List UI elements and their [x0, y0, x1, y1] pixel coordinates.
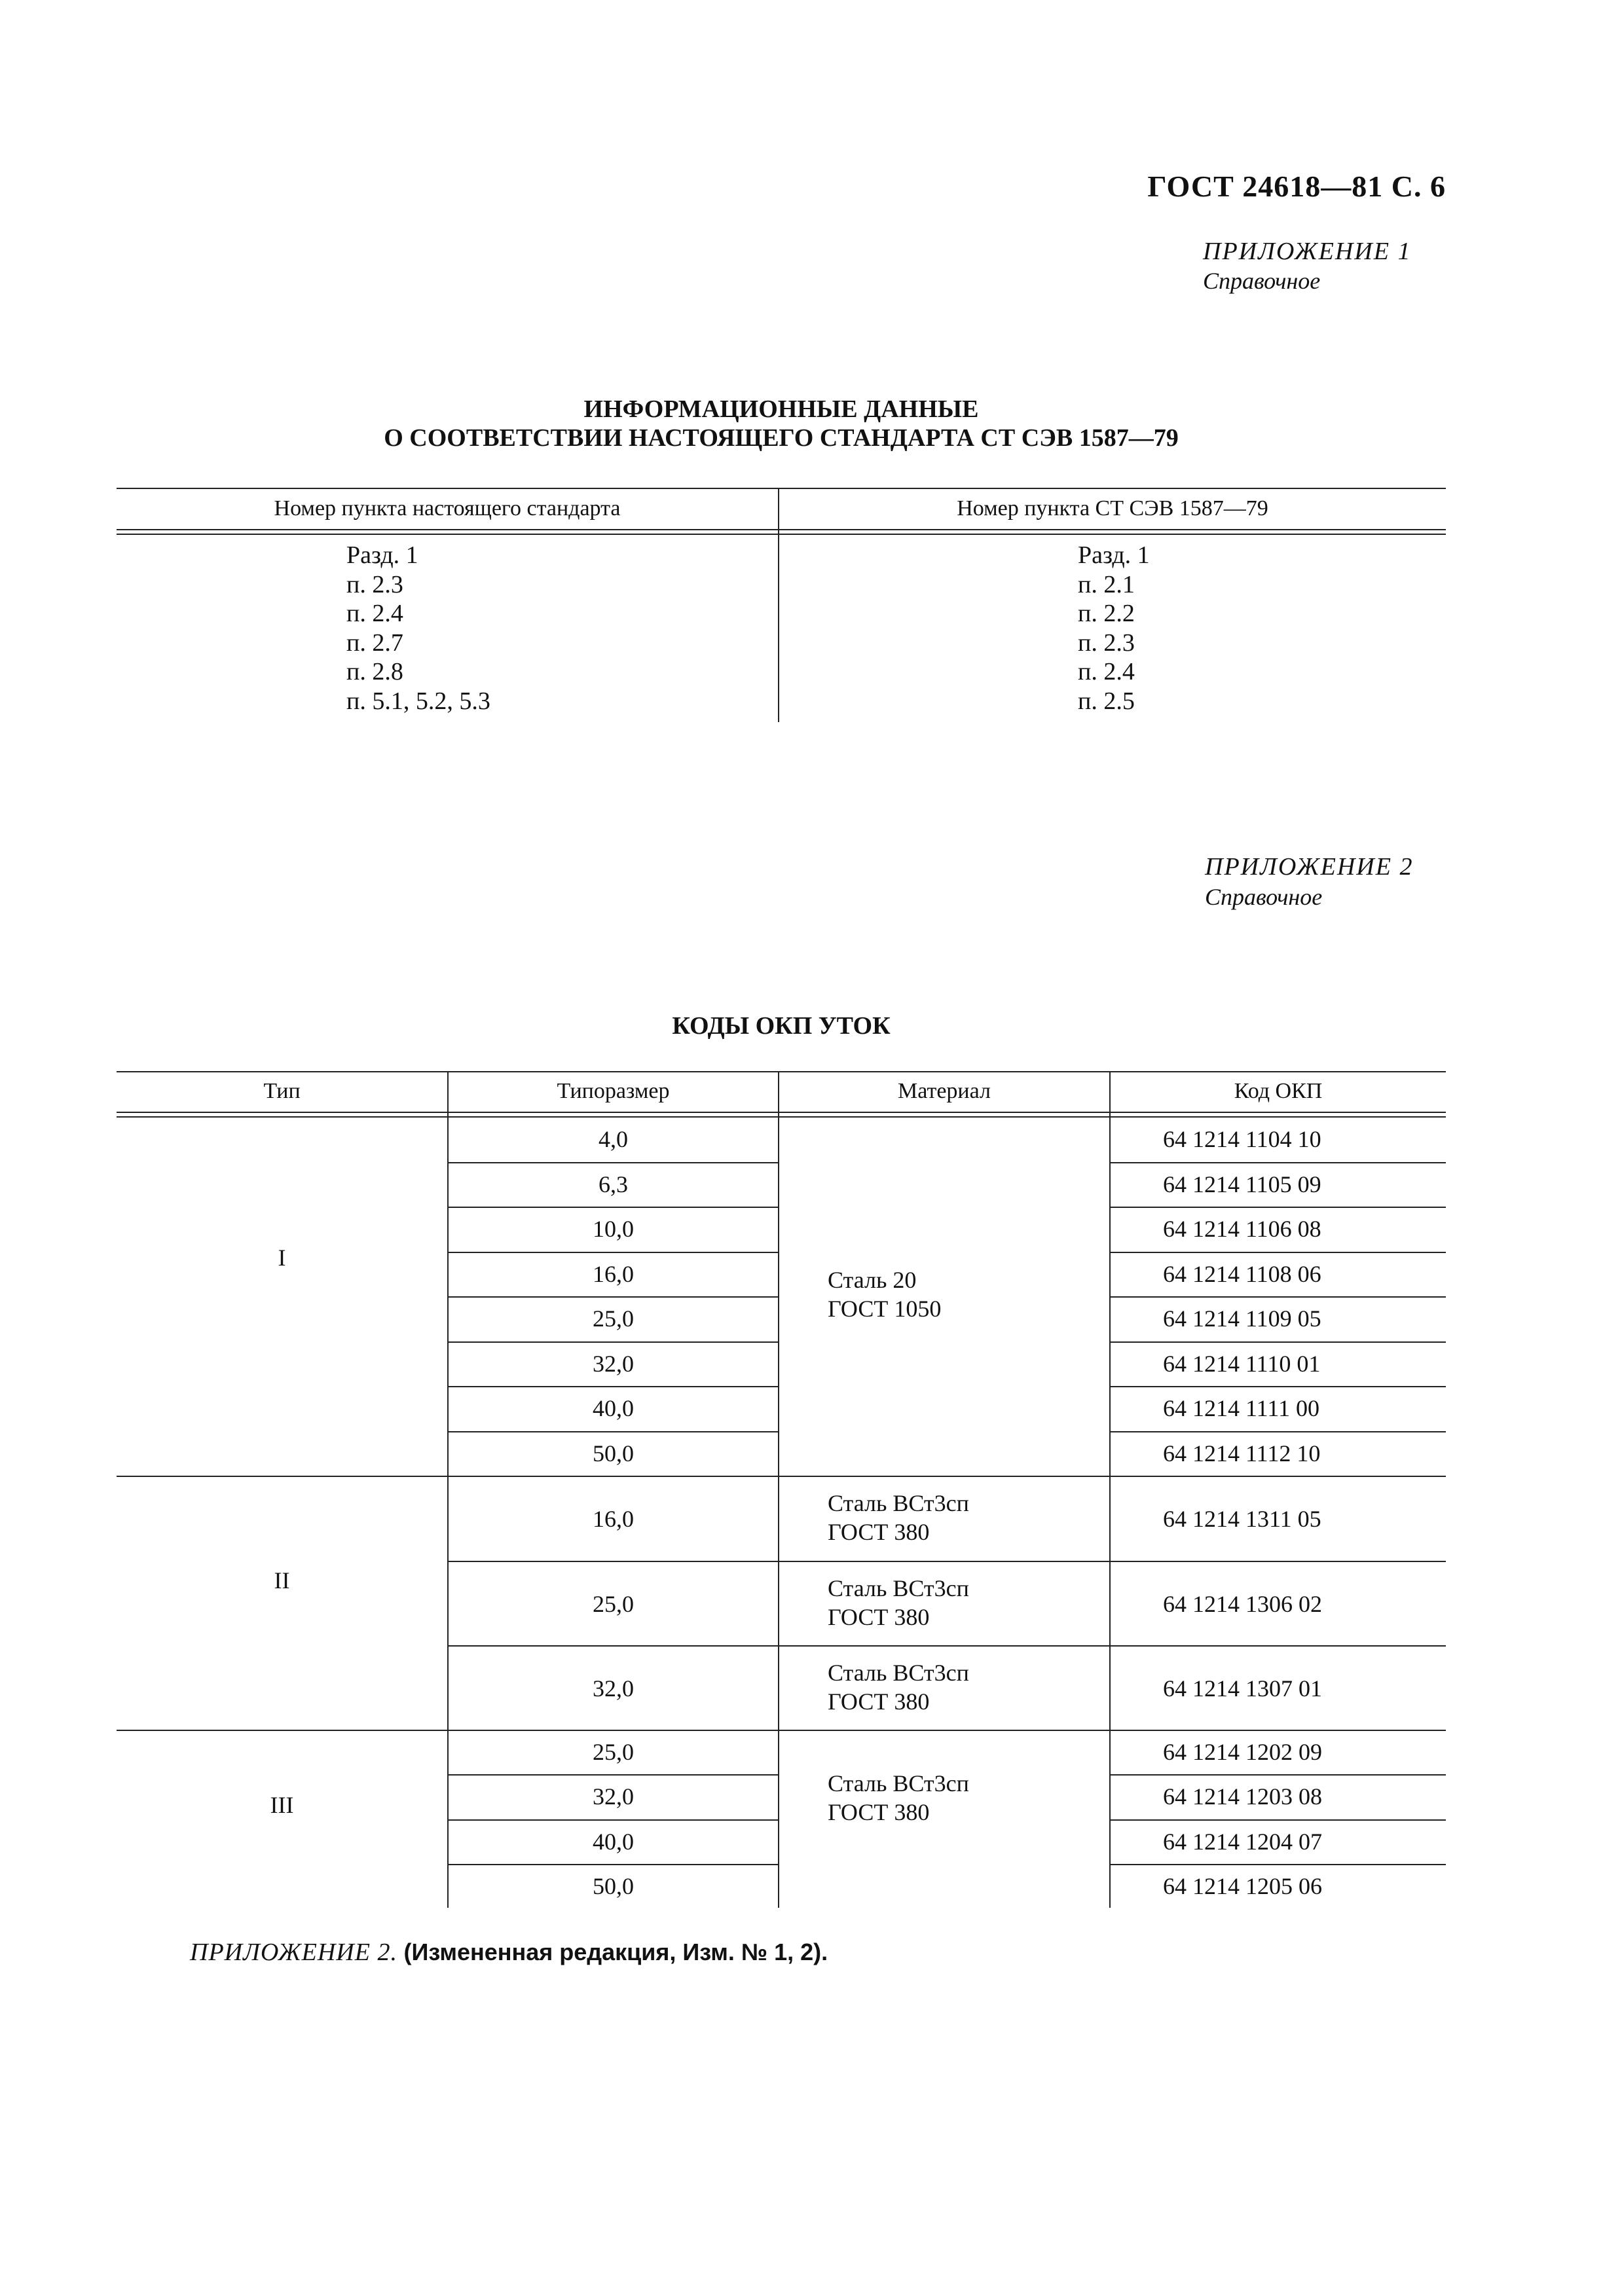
g1-code-rule	[1111, 1207, 1446, 1208]
okp-code-cell: 64 1214 1202 09	[1163, 1739, 1322, 1765]
table1-cell: Разд. 1	[1078, 541, 1150, 569]
table2-header-rule-b	[117, 1116, 1446, 1118]
amendment-note-label: ПРИЛОЖЕНИЕ 2.	[190, 1939, 397, 1966]
table1-cell: п. 5.1, 5.2, 5.3	[346, 687, 490, 715]
okp-code-cell: 64 1214 1204 07	[1163, 1829, 1322, 1855]
g1-code-rule	[1111, 1386, 1446, 1387]
table1-cell: п. 2.5	[1078, 687, 1135, 715]
group-3-type: III	[270, 1792, 294, 1818]
table2-header-material: Материал	[898, 1079, 991, 1103]
size-cell: 50,0	[593, 1873, 634, 1899]
appendix-2-type: Справочное	[1205, 884, 1323, 910]
g1-code-rule	[1111, 1162, 1446, 1163]
appendix-2-title: КОДЫ ОКП УТОК	[672, 1012, 891, 1040]
table2-header-code: Код ОКП	[1234, 1079, 1323, 1103]
g1-size-rule	[449, 1431, 778, 1432]
size-cell: 16,0	[593, 1506, 634, 1532]
table2-divider-3	[1109, 1071, 1111, 1908]
material-cell-line2: ГОСТ 380	[828, 1688, 930, 1715]
okp-code-cell: 64 1214 1105 09	[1163, 1171, 1321, 1197]
page-header-title: ГОСТ 24618—81 С. 6	[1147, 170, 1446, 203]
group-1-material-line2: ГОСТ 1050	[828, 1296, 942, 1322]
material-cell-line1: Сталь ВСт3сп	[828, 1575, 969, 1601]
okp-code-cell: 64 1214 1104 10	[1163, 1126, 1321, 1152]
material-cell-line1: Сталь ВСт3сп	[828, 1490, 969, 1516]
amendment-note	[190, 1938, 828, 1967]
table1-cell: п. 2.1	[1078, 570, 1135, 598]
material-cell-line2: ГОСТ 380	[828, 1519, 930, 1545]
g3-size-rule	[449, 1774, 778, 1776]
okp-code-cell: 64 1214 1306 02	[1163, 1591, 1322, 1617]
size-cell: 25,0	[593, 1591, 634, 1617]
table1-cell: п. 2.8	[346, 658, 403, 685]
g3-size-rule	[449, 1819, 778, 1821]
table1-col2-list	[1078, 541, 1150, 716]
group-1-type: I	[278, 1245, 286, 1271]
okp-code-cell: 64 1214 1106 08	[1163, 1216, 1321, 1242]
g1-size-rule	[449, 1341, 778, 1343]
group-2-3-separator	[117, 1730, 1446, 1731]
table2-header-size: Типоразмер	[557, 1079, 670, 1103]
g1-size-rule	[449, 1252, 778, 1253]
appendix-1-type: Справочное	[1203, 268, 1321, 294]
table1-cell: п. 2.7	[346, 629, 403, 657]
table1-cell: п. 2.4	[346, 600, 403, 627]
okp-code-cell: 64 1214 1205 06	[1163, 1873, 1322, 1899]
g1-code-rule	[1111, 1431, 1446, 1432]
table1-col1-list	[346, 541, 490, 716]
size-cell: 25,0	[593, 1739, 634, 1765]
group-2-type: II	[274, 1567, 290, 1594]
size-cell: 40,0	[593, 1829, 634, 1855]
appendix-2-label: ПРИЛОЖЕНИЕ 2	[1205, 853, 1414, 881]
table2-header-type: Тип	[263, 1079, 301, 1103]
size-cell: 32,0	[593, 1351, 634, 1377]
group-3-material-line1: Сталь ВСт3сп	[828, 1770, 969, 1796]
material-cell-line2: ГОСТ 380	[828, 1604, 930, 1630]
g3-size-rule	[449, 1864, 778, 1865]
g1-code-rule	[1111, 1252, 1446, 1253]
table1-cell: п. 2.3	[1078, 629, 1135, 657]
g1-code-rule	[1111, 1296, 1446, 1298]
table1-cell: Разд. 1	[346, 541, 418, 569]
group-3-material-line2: ГОСТ 380	[828, 1799, 930, 1825]
size-cell: 50,0	[593, 1440, 634, 1467]
table1-top-rule	[117, 488, 1446, 489]
group-1-2-separator	[117, 1476, 1446, 1477]
table2-top-rule	[117, 1071, 1446, 1072]
table1-header-rule-b	[117, 534, 1446, 535]
table2-divider-2	[778, 1071, 779, 1908]
table1-cell: п. 2.2	[1078, 600, 1135, 627]
g2-row-rule	[449, 1645, 1446, 1647]
table1-column-divider	[778, 488, 779, 722]
table1-cell: п. 2.4	[1078, 658, 1135, 685]
group-1-material-line1: Сталь 20	[828, 1267, 917, 1293]
size-cell: 6,3	[599, 1171, 628, 1197]
okp-code-cell: 64 1214 1111 00	[1163, 1395, 1319, 1421]
g2-row-rule	[449, 1561, 1446, 1562]
okp-code-cell: 64 1214 1311 05	[1163, 1506, 1321, 1532]
okp-code-cell: 64 1214 1307 01	[1163, 1675, 1322, 1702]
size-cell: 4,0	[599, 1126, 628, 1152]
appendix-1-title-line2: О СООТВЕТСТВИИ НАСТОЯЩЕГО СТАНДАРТА СТ СЭВ 1587—79	[384, 424, 1179, 452]
okp-code-cell: 64 1214 1203 08	[1163, 1783, 1322, 1810]
g1-code-rule	[1111, 1341, 1446, 1343]
table1-cell: п. 2.3	[346, 570, 403, 598]
okp-code-cell: 64 1214 1108 06	[1163, 1261, 1321, 1287]
g3-code-rule	[1111, 1819, 1446, 1821]
appendix-1-title-line1: ИНФОРМАЦИОННЫЕ ДАННЫЕ	[583, 395, 979, 423]
table1-header-col2: Номер пункта СТ СЭВ 1587—79	[957, 496, 1268, 520]
g1-size-rule	[449, 1296, 778, 1298]
size-cell: 40,0	[593, 1395, 634, 1421]
table1-header-col1: Номер пункта настоящего стандарта	[274, 496, 621, 520]
material-cell-line1: Сталь ВСт3сп	[828, 1660, 969, 1686]
g3-code-rule	[1111, 1864, 1446, 1865]
table1-header-rule-a	[117, 529, 1446, 530]
okp-code-cell: 64 1214 1109 05	[1163, 1305, 1321, 1332]
size-cell: 32,0	[593, 1783, 634, 1810]
g1-size-rule	[449, 1386, 778, 1387]
amendment-note-text: (Измененная редакция, Изм. № 1, 2).	[403, 1939, 828, 1965]
table2-header-rule-a	[117, 1112, 1446, 1113]
size-cell: 10,0	[593, 1216, 634, 1242]
size-cell: 25,0	[593, 1305, 634, 1332]
appendix-1-label: ПРИЛОЖЕНИЕ 1	[1203, 238, 1412, 265]
size-cell: 16,0	[593, 1261, 634, 1287]
okp-code-cell: 64 1214 1112 10	[1163, 1440, 1321, 1467]
g1-size-rule	[449, 1207, 778, 1208]
okp-code-cell: 64 1214 1110 01	[1163, 1351, 1321, 1377]
size-cell: 32,0	[593, 1675, 634, 1702]
g1-size-rule	[449, 1162, 778, 1163]
g3-code-rule	[1111, 1774, 1446, 1776]
